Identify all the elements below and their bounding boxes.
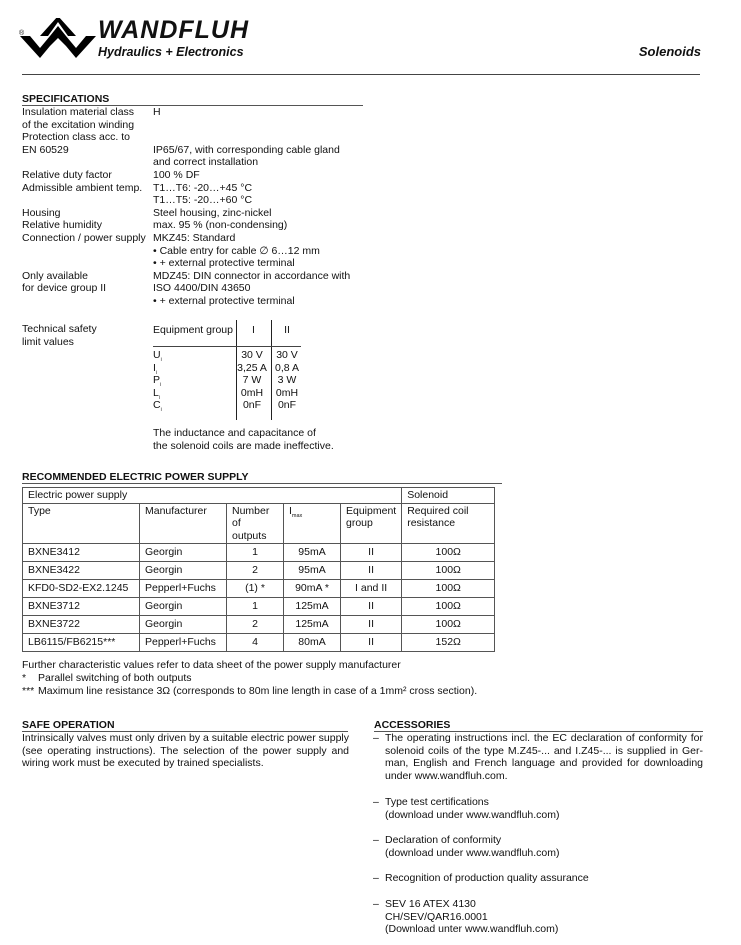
document-title: Solenoids: [638, 44, 701, 59]
spec-value: T1…T6: -20…+45 °C: [153, 181, 253, 194]
cell-outputs: (1) *: [227, 580, 284, 598]
specifications-heading: SPECIFICATIONS: [22, 93, 363, 106]
column-header-imax: $I_{max}$: [284, 503, 341, 544]
cell-imax: 95mA: [284, 562, 341, 580]
cell-outputs: 2: [227, 562, 284, 580]
spec-value: and correct installation: [153, 156, 259, 169]
accessory-item: [373, 898, 703, 937]
table-divider: [153, 346, 301, 347]
cell-type: LB6115/FB6215***: [23, 634, 140, 652]
spec-value: • + external protective terminal: [153, 295, 295, 307]
cell-imax: 95mA: [284, 544, 341, 562]
parameter-symbol: $P_i$: [153, 374, 162, 389]
cell-group: II: [341, 634, 402, 652]
dash-bullet: –: [373, 898, 379, 910]
accessory-item: [373, 732, 703, 784]
spec-value: H: [153, 106, 161, 118]
parameter-symbol: $C_i$: [153, 399, 162, 414]
spec-label: of the excitation winding: [22, 118, 135, 131]
cell-outputs: 1: [227, 544, 284, 562]
spec-label: Connection / power supply: [22, 232, 146, 244]
cell-type: BXNE3712: [23, 598, 140, 616]
column-header-type: Type: [23, 503, 140, 544]
table-row: [23, 616, 495, 634]
table-row: [23, 580, 495, 598]
footnote-triple-star: *** Maximum line resistance 3Ω (corresponds to 80m line length in case of a 1mm² cross section).: [22, 685, 478, 697]
cell-outputs: 1: [227, 598, 284, 616]
spec-label: Housing: [22, 206, 61, 219]
cell-group: II: [341, 562, 402, 580]
group-ii-value: 3 W: [277, 374, 297, 386]
accessory-text: Recognition of production quality assurance: [385, 872, 589, 884]
accessory-text: SEV 16 ATEX 4130 CH/SEV/QAR16.0001 (Download unter www.wandfluh.com): [385, 898, 559, 936]
cell-resistance: 100Ω: [402, 598, 495, 616]
cell-manufacturer: Georgin: [140, 598, 227, 616]
brand-name: WANDFLUH: [98, 16, 250, 44]
accessory-text: Type test certifications (download under www.wandfluh.com): [385, 796, 560, 821]
accessory-text: Declaration of conformity (download under www.wandfluh.com): [385, 834, 560, 859]
cell-resistance: 100Ω: [402, 544, 495, 562]
cell-resistance: 152Ω: [402, 634, 495, 652]
group-i-header: I: [252, 324, 255, 336]
spec-value: Steel housing, zinc-nickel: [153, 206, 272, 219]
limit-row: [153, 374, 303, 387]
group-i-value: 30 V: [241, 349, 263, 361]
brand-tagline: Hydraulics + Electronics: [98, 45, 244, 59]
spec-label: Insulation material class: [22, 106, 135, 118]
table-row: [23, 598, 495, 616]
spec-label: Relative humidity: [22, 219, 102, 232]
accessory-item: [373, 834, 703, 860]
group-ii-value: 0,8 A: [275, 361, 299, 374]
cell-manufacturer: Georgin: [140, 616, 227, 634]
group-i-value: 0nF: [242, 399, 262, 411]
column-header-equipment-group: Equipment group: [341, 503, 402, 544]
table-row: [23, 562, 495, 580]
cell-manufacturer: Georgin: [140, 562, 227, 580]
spec-label: Only available: [22, 269, 88, 282]
cell-group: I and II: [341, 580, 402, 598]
group-header-solenoid: Solenoid: [402, 488, 495, 504]
cell-group: II: [341, 598, 402, 616]
group-ii-value: 0mH: [275, 386, 299, 399]
header-divider: [22, 74, 700, 75]
spec-value: • + external protective terminal: [153, 257, 295, 270]
accessory-item: [373, 872, 703, 885]
column-header-coil-resistance: Required coil resistance: [402, 503, 495, 544]
cell-resistance: 100Ω: [402, 580, 495, 598]
group-ii-value: 30 V: [276, 349, 298, 361]
cell-outputs: 4: [227, 634, 284, 652]
limit-row: [153, 399, 303, 412]
cell-type: BXNE3422: [23, 562, 140, 580]
equipment-group-label: Equipment group: [153, 324, 233, 336]
cell-manufacturer: Pepperl+Fuchs: [140, 580, 227, 598]
spec-value: • Cable entry for cable ∅ 6…12 mm: [153, 244, 320, 257]
group-i-value: 7 W: [242, 374, 262, 386]
footnote-single-star: * Parallel switching of both outputs: [22, 672, 192, 684]
cell-imax: 90mA *: [284, 580, 341, 598]
parameter-symbol: $L_i$: [153, 386, 160, 401]
cell-resistance: 100Ω: [402, 616, 495, 634]
limit-row: [153, 362, 303, 375]
cell-group: II: [341, 544, 402, 562]
spec-label: Protection class acc. to: [22, 131, 130, 144]
power-supply-heading: RECOMMENDED ELECTRIC POWER SUPPLY: [22, 471, 502, 484]
cell-group: II: [341, 616, 402, 634]
accessories-heading: ACCESSORIES: [374, 719, 703, 732]
cell-manufacturer: Georgin: [140, 544, 227, 562]
wandfluh-logo-icon: [20, 18, 96, 58]
spec-label: EN 60529: [22, 143, 69, 156]
group-ii-value: 0nF: [277, 399, 297, 411]
accessory-text: The operating instructions incl. the EC declaration of conformity for solenoid coils of the type M.Z45-... and I.Z45-... is supplied in Ger-man, English and French language and provided for downloading under www.wandfluh.com.: [385, 732, 703, 782]
parameter-symbol: $I_i$: [153, 361, 158, 376]
accessory-item: [373, 796, 703, 822]
table-row: [23, 544, 495, 562]
column-header-outputs: Number of outputs: [227, 503, 284, 544]
spec-label: Relative duty factor: [22, 169, 112, 181]
power-supply-table: [22, 487, 495, 652]
spec-value: 100 % DF: [153, 169, 200, 181]
dash-bullet: –: [373, 834, 379, 846]
group-i-value: 3,25 A: [237, 361, 267, 374]
cell-type: BXNE3722: [23, 616, 140, 634]
spec-value: MDZ45: DIN connector in accordance with: [153, 269, 351, 282]
spec-value: ISO 4400/DIN 43650: [153, 282, 251, 295]
dash-bullet: –: [373, 796, 379, 808]
parameter-symbol: $U_i$: [153, 349, 162, 364]
group-i-value: 0mH: [240, 386, 264, 399]
group-ii-header: II: [284, 324, 290, 336]
dash-bullet: –: [373, 872, 379, 884]
spec-value: max. 95 % (non-condensing): [153, 219, 288, 232]
spec-label: Admissible ambient temp.: [22, 181, 143, 194]
column-header-manufacturer: Manufacturer: [140, 503, 227, 544]
limit-row: [153, 387, 303, 400]
spec-label: for device group II: [22, 282, 107, 295]
cell-type: BXNE3412: [23, 544, 140, 562]
safe-operation-heading: SAFE OPERATION: [22, 719, 348, 732]
cell-type: KFD0-SD2-EX2.1245: [23, 580, 140, 598]
cell-resistance: 100Ω: [402, 562, 495, 580]
cell-outputs: 2: [227, 616, 284, 634]
table-row: [23, 634, 495, 652]
spec-value: T1…T5: -20…+60 °C: [153, 194, 253, 207]
spec-value: IP65/67, with corresponding cable gland: [153, 143, 340, 156]
power-supply-note: Further characteristic values refer to data sheet of the power supply manufacturer: [22, 659, 401, 671]
safe-operation-text: Intrinsically valves must only driven by a suitable electric power supply (see operating instructions). The selection of the power supply and wiring work must be executed by trained specialists.: [22, 732, 349, 770]
cell-imax: 125mA: [284, 616, 341, 634]
registered-mark: ®: [19, 30, 25, 37]
limit-row: [153, 349, 303, 362]
cell-manufacturer: Pepperl+Fuchs: [140, 634, 227, 652]
group-header-power-supply: Electric power supply: [23, 488, 402, 504]
cell-imax: 125mA: [284, 598, 341, 616]
spec-value: MKZ45: Standard: [153, 232, 236, 244]
cell-imax: 80mA: [284, 634, 341, 652]
dash-bullet: –: [373, 732, 379, 744]
